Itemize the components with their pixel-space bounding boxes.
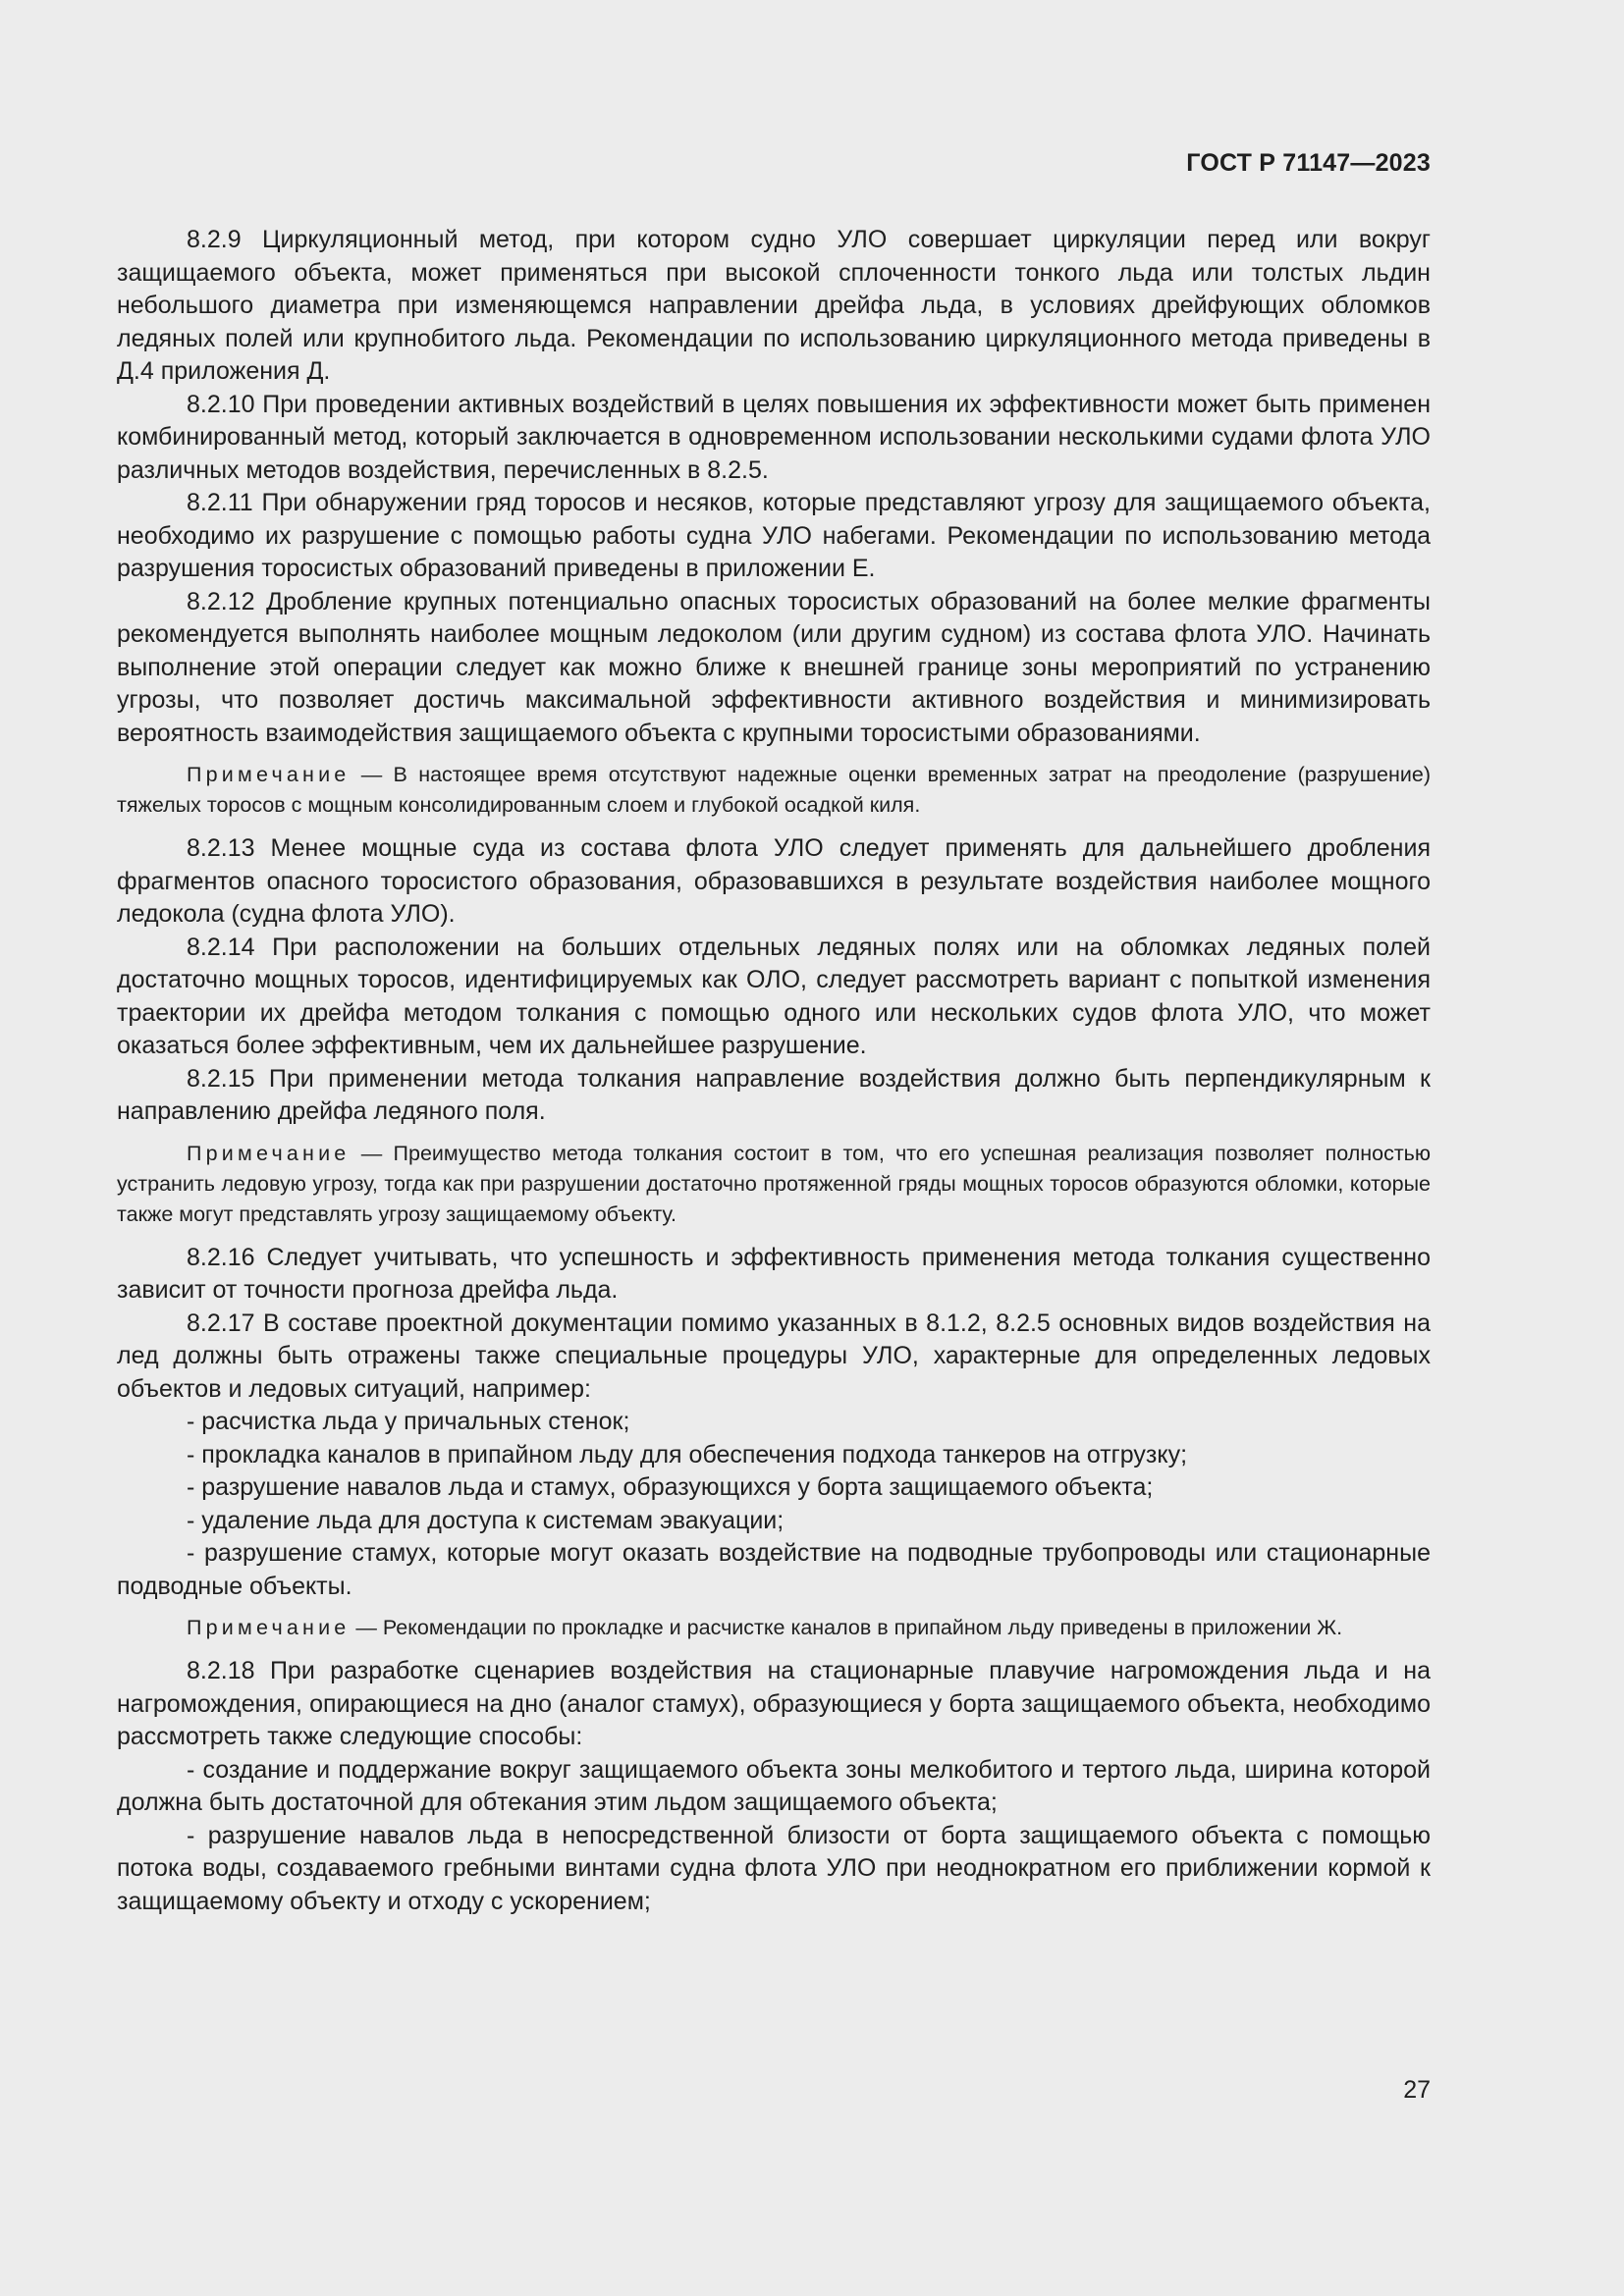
paragraph-8-2-15: 8.2.15 При применении метода толкания направление воздействия должно быть перпендикулярным к направлению дрейфа ледяного поля.	[117, 1064, 1431, 1125]
note-label: Примечание	[187, 763, 351, 786]
note-text: — Рекомендации по прокладке и расчистке каналов в припайном льду приведены в приложении Ж.	[350, 1616, 1343, 1639]
note-text: — Преимущество метода толкания состоит в том, что его успешная реализация позволяет полностью устранить ледовую угрозу, тогда как при разрушении достаточно протяженной гряды мощных торосов образуются обломки, которые также могут представлять угрозу защищаемому объекту.	[117, 1141, 1431, 1226]
list-item: - разрушение навалов льда в непосредственной близости от борта защищаемого объекта с помощью потока воды, создаваемого гребными винтами судна флота УЛО при неоднократном его приближении кормой к защищаемому объекту и отходу с ускорением;	[117, 1821, 1431, 1915]
paragraph-8-2-18: 8.2.18 При разработке сценариев воздействия на стационарные плавучие нагромождения льда и на нагромождения, опирающиеся на дно (аналог стамух), образующиеся у борта защищаемого объекта, необходимо рассмотреть также следующие способы:	[117, 1657, 1431, 1750]
note-2	[117, 1139, 1431, 1230]
list-item: - разрушение навалов льда и стамух, образующихся у борта защищаемого объекта;	[187, 1473, 1154, 1501]
list-item: - прокладка каналов в припайном льду для обеспечения подхода танкеров на отгрузку;	[187, 1440, 1188, 1468]
paragraph-8-2-11: 8.2.11 При обнаружении гряд торосов и несяков, которые представляют угрозу для защищаемого объекта, необходимо их разрушение с помощью работы судна УЛО набегами. Рекомендации по использованию метода разрушения торосистых образований приведены в приложении Е.	[117, 489, 1431, 582]
list-item: - удаление льда для доступа к системам эвакуации;	[187, 1506, 785, 1534]
list-item: - расчистка льда у причальных стенок;	[187, 1408, 630, 1435]
paragraph-8-2-12: 8.2.12 Дробление крупных потенциально опасных торосистых образований на более мелкие фрагменты рекомендуется выполнять наиболее мощным ледоколом (или другим судном) из состава флота УЛО. Начинать выполнение этой операции следует как можно ближе к внешней границе зоны мероприятий по устранению угрозы, что позволяет достичь максимальной эффективности активного воздействия и минимизировать вероятность взаимодействия защищаемого объекта с крупными торосистыми образованиями.	[117, 587, 1431, 747]
document-body	[117, 224, 1431, 1918]
document-header: ГОСТ Р 71147—2023	[1186, 149, 1431, 177]
list-item: - создание и поддержание вокруг защищаемого объекта зоны мелкобитого и тертого льда, ширина которой должна быть достаточной для обтекания этим льдом защищаемого объекта;	[117, 1755, 1431, 1816]
note-3	[117, 1613, 1431, 1643]
page-number: 27	[1403, 2076, 1431, 2104]
paragraph-8-2-17: 8.2.17 В составе проектной документации помимо указанных в 8.1.2, 8.2.5 основных видов воздействия на лед должны быть отражены также специальные процедуры УЛО, характерные для определенных ледовых объектов и ледовых ситуаций, например:	[117, 1308, 1431, 1403]
paragraph-8-2-13: 8.2.13 Менее мощные суда из состава флота УЛО следует применять для дальнейшего дробления фрагментов опасного торосистого образования, образовавшихся в результате воздействия наиболее мощного ледокола (судна флота УЛО).	[117, 834, 1431, 928]
paragraph-8-2-9: 8.2.9 Циркуляционный метод, при котором судно УЛО совершает циркуляции перед или вокруг защищаемого объекта, может применяться при высокой сплоченности тонкого льда или толстых льдин небольшого диаметра при изменяющемся направлении дрейфа льда, в условиях дрейфующих обломков ледяных полей или крупнобитого льда. Рекомендации по использованию циркуляционного метода приведены в Д.4 приложения Д.	[117, 226, 1431, 385]
note-label: Примечание	[187, 1616, 351, 1639]
note-1	[117, 760, 1431, 821]
paragraph-8-2-14: 8.2.14 При расположении на больших отдельных ледяных полях или на обломках ледяных полей достаточно мощных торосов, идентифицируемых как ОЛО, следует рассмотреть вариант с попыткой изменения траектории их дрейфа методом толкания с помощью одного или нескольких судов флота УЛО, что может оказаться более эффективным, чем их дальнейшее разрушение.	[117, 933, 1431, 1059]
paragraph-8-2-10: 8.2.10 При проведении активных воздействий в целях повышения их эффективности может быть применен комбинированный метод, который заключается в одновременном использовании несколькими судами флота УЛО различных методов воздействия, перечисленных в 8.2.5.	[117, 390, 1431, 484]
list-item: - разрушение стамух, которые могут оказать воздействие на подводные трубопроводы или стационарные подводные объекты.	[117, 1539, 1431, 1600]
note-label: Примечание	[187, 1141, 351, 1165]
paragraph-8-2-16: 8.2.16 Следует учитывать, что успешность и эффективность применения метода толкания существенно зависит от точности прогноза дрейфа льда.	[117, 1243, 1431, 1304]
note-text: — В настоящее время отсутствуют надежные оценки временных затрат на преодоление (разрушение) тяжелых торосов с мощным консолидированным слоем и глубокой осадкой киля.	[117, 763, 1431, 817]
